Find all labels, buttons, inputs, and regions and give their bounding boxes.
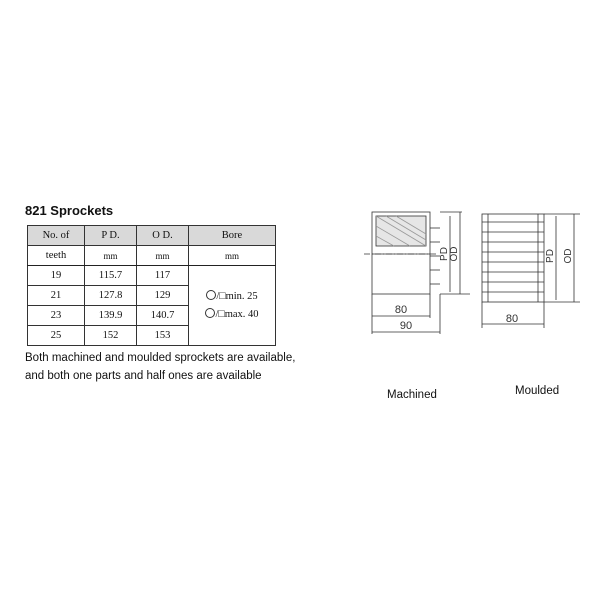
header-pd: P D.: [85, 226, 137, 246]
cell-od: 117: [137, 266, 189, 286]
machined-caption: Machined: [387, 389, 437, 401]
cell-teeth: 19: [28, 266, 85, 286]
cell-pd: 127.8: [85, 286, 137, 306]
machined-pd-label: PD: [439, 247, 450, 261]
cell-bore-range: [189, 266, 276, 346]
machined-width-label: 80: [394, 304, 408, 316]
moulded-od-label: OD: [563, 248, 574, 264]
sprocket-spec-table: [27, 225, 276, 346]
moulded-caption: Moulded: [515, 385, 560, 397]
round-bore-icon: [206, 290, 216, 300]
machined-total-width-label: 90: [399, 320, 413, 332]
cell-od: 153: [137, 326, 189, 346]
cell-pd: 152: [85, 326, 137, 346]
availability-note-line-1: Both machined and moulded sprockets are available,: [25, 352, 296, 364]
cell-teeth: 25: [28, 326, 85, 346]
unit-teeth: teeth: [28, 246, 85, 266]
header-od: O D.: [137, 226, 189, 246]
unit-od: mm: [137, 246, 189, 266]
table-row: [28, 266, 276, 286]
cell-pd: 115.7: [85, 266, 137, 286]
machined-sprocket-drawing: [364, 212, 470, 334]
sprocket-drawings: [360, 198, 590, 358]
bore-min: /□min. 25: [189, 288, 275, 306]
cell-teeth: 21: [28, 286, 85, 306]
moulded-sprocket-drawing: [482, 214, 580, 328]
table-units-row: [28, 246, 276, 266]
round-bore-icon: [205, 308, 215, 318]
bore-max: /□max. 40: [189, 306, 275, 324]
unit-bore: mm: [189, 246, 276, 266]
moulded-width-label: 80: [505, 313, 519, 325]
availability-note-line-2: and both one parts and half ones are available: [25, 370, 262, 382]
header-teeth: No. of: [28, 226, 85, 246]
cell-teeth: 23: [28, 306, 85, 326]
header-bore: Bore: [189, 226, 276, 246]
page-title: 821 Sprockets: [25, 203, 114, 218]
machined-od-label: OD: [449, 246, 460, 262]
cell-pd: 139.9: [85, 306, 137, 326]
cell-od: 140.7: [137, 306, 189, 326]
cell-od: 129: [137, 286, 189, 306]
table-header-row: [28, 226, 276, 246]
unit-pd: mm: [85, 246, 137, 266]
moulded-pd-label: PD: [545, 249, 556, 263]
